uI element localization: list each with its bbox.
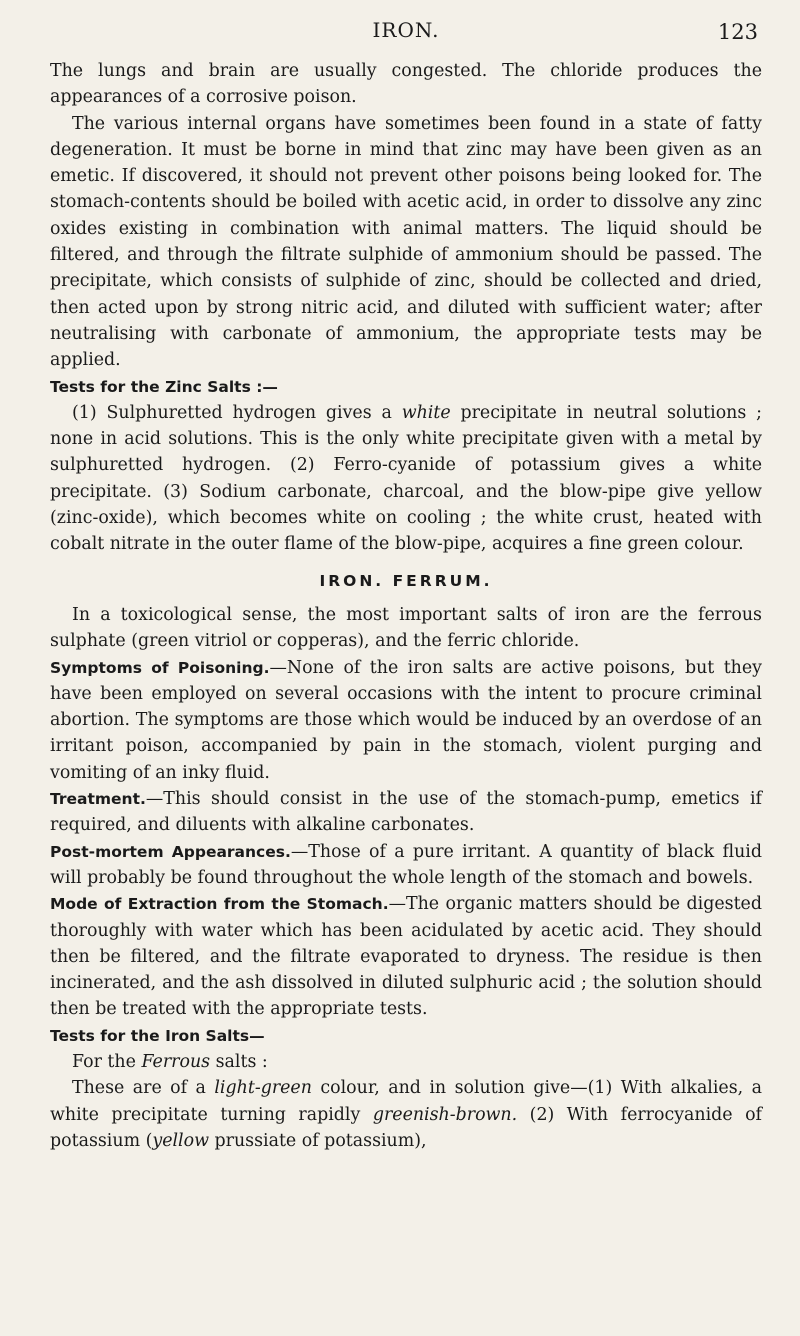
postmortem-label: Post-mortem Appearances.: [50, 842, 291, 861]
iron-tests-heading: Tests for the Iron Salts—: [50, 1026, 265, 1045]
iron-treatment-paragraph: [50, 786, 762, 839]
ferrous-text-b: salts :: [210, 1051, 268, 1072]
zinc-tests-text-b: precipitate in neutral solutions ; none in acid solutions. This is the only white precipitate given with a metal by sulphuretted hydrogen. (2) Ferro-cyanide of potassium gives a white precipitate. (3) Sodium carbonate, charcoal, and the blow-pipe give yellow (zinc-oxide), which becomes white on cooling ; the white crust, heated with cobalt nitrate in the outer flame of the blow-pipe, acquires a fine green colour.: [50, 402, 762, 555]
zinc-paragraph-lungs: The lungs and brain are usually congested. The chloride produces the appearances of a corrosive poison.: [50, 61, 762, 108]
running-head: [50, 18, 762, 58]
zinc-paragraph-organs: The various internal organs have sometimes been found in a state of fatty degeneration. It must be borne in mind that zinc may have been given as an emetic. If discovered, it should not prevent other poisons being looked for. The stomach-contents should be boiled with acetic acid, in order to dissolve any zinc oxides existing in combination with animal matters. The liquid should be filtered, and through the filtrate sulphide of ammonium should be passed. The precipitate, which consists of sulphide of zinc, should be collected and dried, then acted upon by strong nitric acid, and diluted with sufficient water; after neutralising with carbonate of ammonium, the appropriate tests may be applied.: [50, 113, 762, 371]
ferrous-text-a: For the: [72, 1051, 142, 1072]
final-light-green: light-green: [214, 1078, 312, 1099]
page-body: [50, 58, 762, 1154]
iron-symptoms-paragraph: [50, 655, 762, 786]
zinc-tests-heading: Tests for the Zinc Salts :—: [50, 377, 278, 396]
final-text-a: These are of a: [72, 1078, 215, 1099]
postmortem-text: —Those of a pure irritant. A quantity of black fluid will probably be found throughout the whole length of the stomach and bowels.: [50, 841, 762, 888]
symptoms-text: —None of the iron salts are active poisons, but they have been employed on several occasions with the intent to procure criminal abortion. The symptoms are those which would be induced by an overdose of an irritant poison, accompanied by pain in the stomach, violent purging and vomiting of an inky fluid.: [50, 657, 763, 783]
zinc-tests-text-a: (1) Sulphuretted hydrogen gives a: [72, 402, 402, 423]
iron-extraction-paragraph: [50, 891, 762, 1022]
iron-section-heading: IRON. FERRUM.: [319, 571, 493, 590]
symptoms-label: Symptoms of Poisoning.: [50, 658, 270, 677]
ferrous-italic: Ferrous: [141, 1051, 211, 1072]
running-title: IRON.: [372, 18, 440, 42]
extraction-label: Mode of Extraction from the Stomach.: [50, 895, 389, 914]
iron-intro-paragraph: In a toxicological sense, the most important salts of iron are the ferrous sulphate (green vitriol or copperas), and the ferric chloride.: [50, 604, 762, 652]
ferrous-tests-paragraph: [50, 1075, 762, 1154]
treatment-text: —This should consist in the use of the stomach-pump, emetics if required, and diluents with alkaline carbonates.: [50, 789, 762, 836]
iron-postmortem-paragraph: [50, 839, 762, 892]
zinc-tests-paragraph: [50, 400, 762, 558]
ferrous-salts-line: [50, 1049, 762, 1075]
final-text-d: prussiate of potassium),: [208, 1130, 427, 1151]
treatment-label: Treatment.: [50, 790, 146, 809]
final-greenish-brown: greenish-brown.: [372, 1104, 518, 1125]
final-text-c: (2) With ferrocyanide of potassium (: [50, 1104, 762, 1151]
zinc-tests-white: white: [401, 402, 451, 423]
final-yellow: yellow: [152, 1130, 209, 1151]
extraction-text: —The organic matters should be digested thoroughly with water which has been acidulated by acetic acid. They should then be filtered, and the filtrate evaporated to dryness. The residue is then incinerated, and the ash dissolved in diluted sulphuric acid ; the solution should then be treated with the appropriate tests.: [50, 894, 762, 1020]
page-number: 123: [717, 20, 758, 44]
final-text-b: colour, and in solution give—(1) With alkalies, a white precipitate turning rapidly: [50, 1078, 762, 1125]
